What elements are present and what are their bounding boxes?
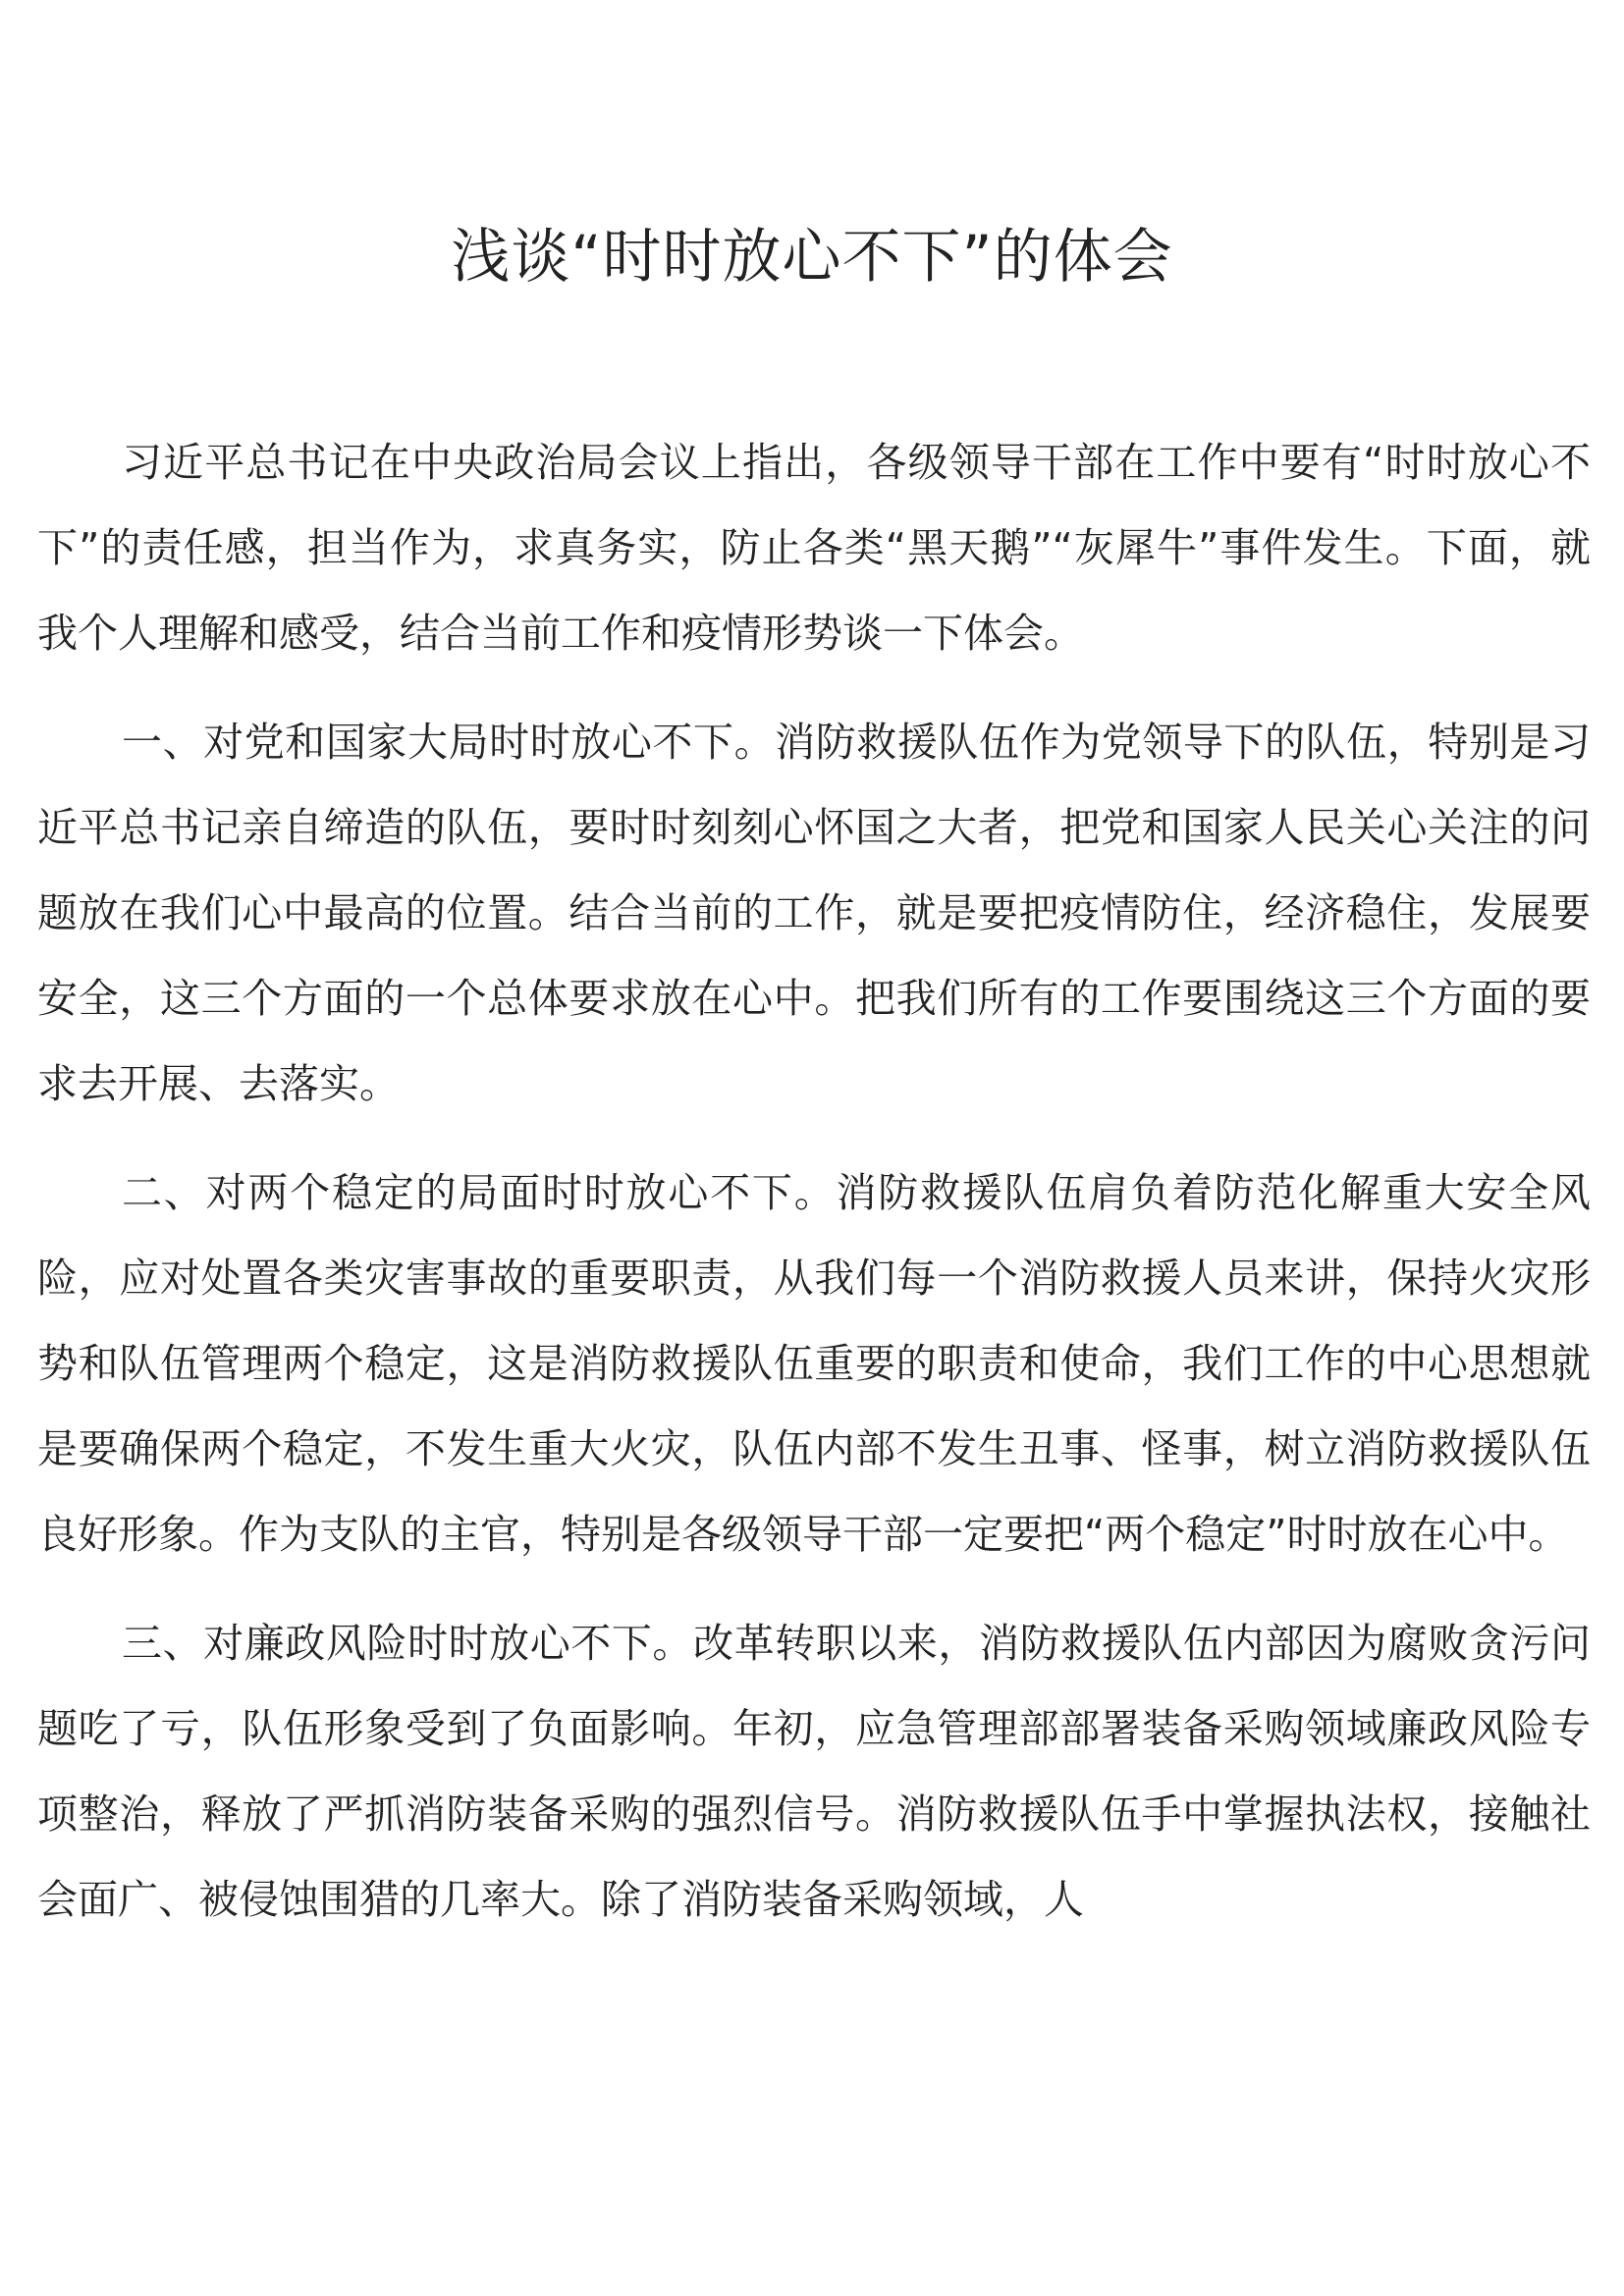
- paragraph-point-two: 二、对两个稳定的局面时时放心不下。消防救援队伍肩负着防范化解重大安全风险，应对处置各类灾害事故的重要职责，从我们每一个消防救援人员来讲，保持火灾形势和队伍管理两个稳定，这是消防救援队伍重要的职责和使命，我们工作的中心思想就是要确保两个稳定，不发生重大火灾，队伍内部不发生丑事、怪事，树立消防救援队伍良好形象。作为支队的主官，特别是各级领导干部一定要把“两个稳定”时时放在心中。: [37, 1169, 1591, 1558]
- document-title: 浅谈“时时放心不下”的体会: [451, 223, 1173, 292]
- paragraph-intro: 习近平总书记在中央政治局会议上指出，各级领导干部在工作中要有“时时放心不下”的责任感，担当作为，求真务实，防止各类“黑天鹅”“灰犀牛”事件发生。下面，就我个人理解和感受，结合当前工作和疫情形势谈一下体会。: [37, 439, 1591, 657]
- paragraph-point-one: 一、对党和国家大局时时放心不下。消防救援队伍作为党领导下的队伍，特别是习近平总书记亲自缔造的队伍，要时时刻刻心怀国之大者，把党和国家人民关心关注的问题放在我们心中最高的位置。结合当前的工作，就是要把疫情防住，经济稳住，发展要安全，这三个方面的一个总体要求放在心中。把我们所有的工作要围绕这三个方面的要求去开展、去落实。: [37, 719, 1591, 1107]
- paragraph-point-three: 三、对廉政风险时时放心不下。改革转职以来，消防救援队伍内部因为腐败贪污问题吃了亏，队伍形象受到了负面影响。年初，应急管理部部署装备采购领域廉政风险专项整治，释放了严抓消防装备采购的强烈信号。消防救援队伍手中掌握执法权，接触社会面广、被侵蚀围猎的几率大。除了消防装备采购领域，人: [37, 1620, 1591, 1923]
- document-body: [37, 420, 1591, 1966]
